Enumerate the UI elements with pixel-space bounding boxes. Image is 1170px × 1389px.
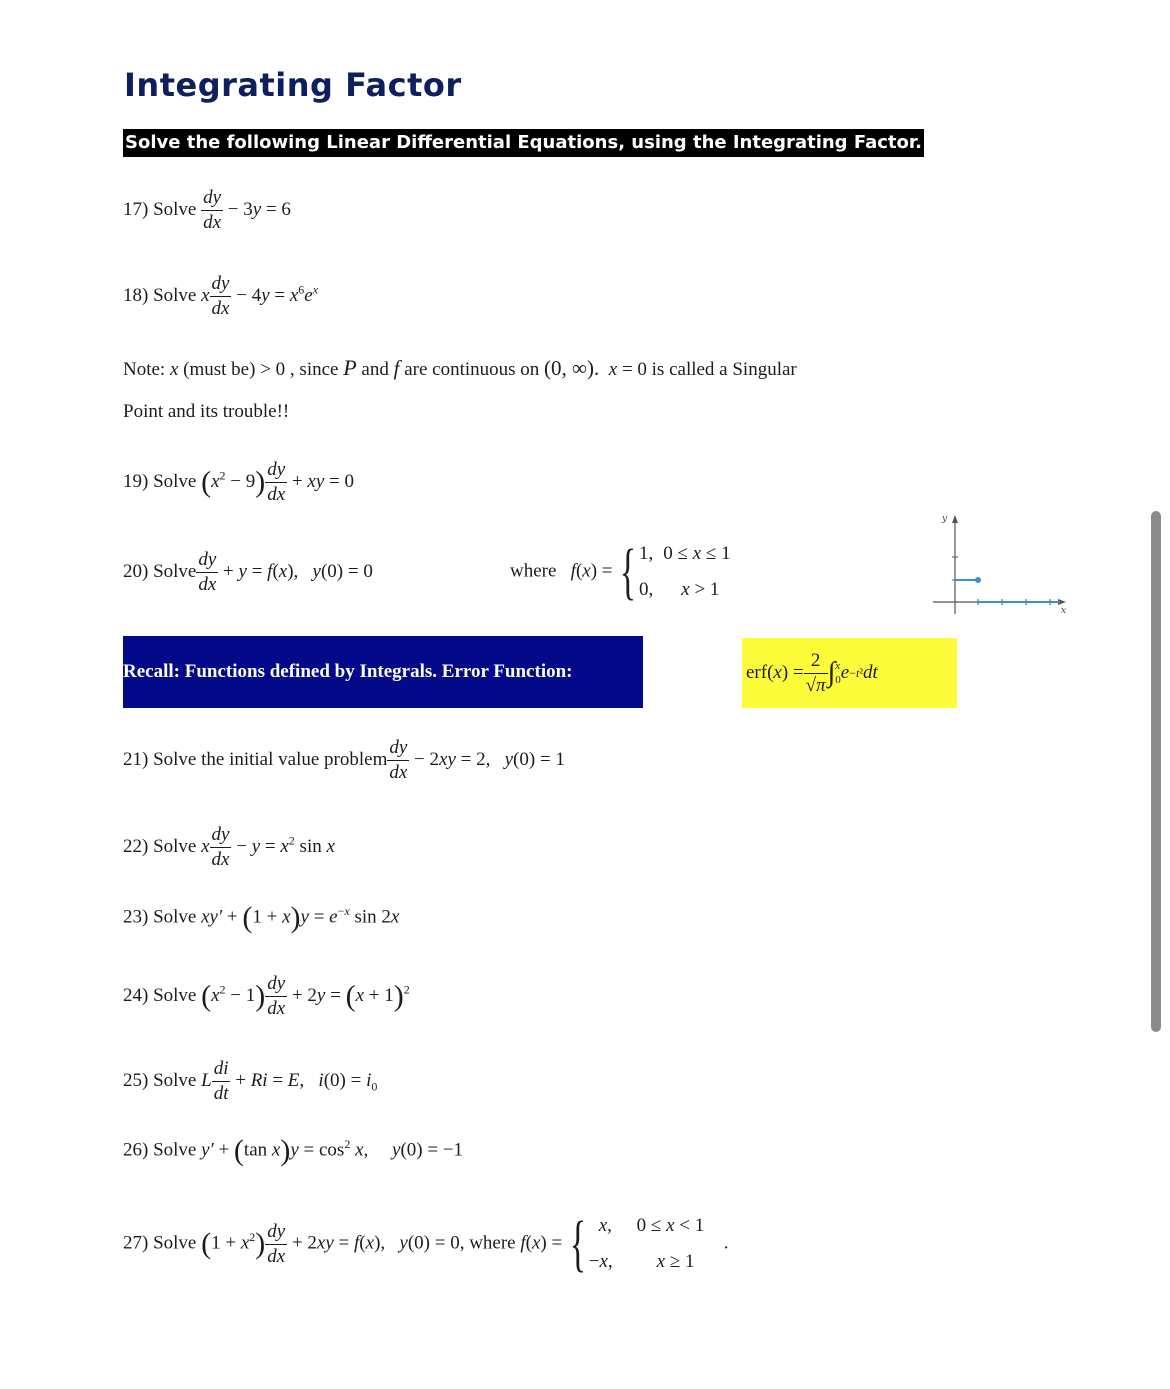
problem-19: 19) Solve $(x^2 - 9)$ $\frac{dy}{dx}$ + xy = 0 — [123, 459, 355, 505]
scrollbar[interactable] — [1151, 511, 1161, 1032]
problem-22-label: 22) Solve — [123, 835, 197, 857]
problem-25: 25) Solve L $\frac{di}{dt}$ + Ri = E, $i(0) = i_0$ — [123, 1058, 378, 1104]
error-function-definition: erf ( x ) = $\frac{2}{√\pi}$ ∫ x 0 e −t² dt — [742, 638, 957, 708]
step-endpoint — [975, 577, 981, 583]
problem-20-label: 20) Solve — [123, 560, 197, 582]
problem-27: 27) Solve $(1 + x^2)$ $\frac{dy}{dx}$ + 2xy = f(x), y(0) = 0, where f(x) = { x, 0 ≤ x < 1 −x, x ≥ 1 . — [123, 1210, 729, 1278]
problem-26: 26) Solve y′ + (tan $x)y = \cos^2 x$, y(0) = −1 — [123, 1134, 464, 1167]
problem-21: 21) Solve the initial value problem $\frac{dy}{dx}$ − 2xy = 2, y(0) = 1 — [123, 737, 565, 783]
note-line-2: Point and its trouble!! — [123, 401, 290, 422]
recall-banner: Recall: Functions defined by Integrals. Error Function: — [123, 636, 643, 708]
problem-24-label: 24) Solve — [123, 984, 197, 1006]
problem-26-label: 26) Solve — [123, 1139, 197, 1161]
y-axis-label: y — [942, 514, 948, 524]
x-axis-label: x — [1061, 606, 1067, 616]
step-function-graph — [928, 512, 1073, 618]
note-line-1: Note: x (must be) > 0 , since P and f are continuous on (0, ∞). x = 0 is called a Singular — [123, 355, 797, 380]
problem-20: 20) Solve $\frac{dy}{dx}$ + y = f(x), y(0) = 0 — [123, 549, 373, 595]
problem-24: 24) Solve $(x^2 - 1)$ $\frac{dy}{dx}$ + $2y = (x + 1)^2$ — [123, 973, 410, 1019]
problem-17-label: 17) Solve — [123, 198, 197, 220]
instructions-banner: Solve the following Linear Differential Equations, using the Integrating Factor. — [123, 129, 924, 157]
problem-25-label: 25) Solve — [123, 1069, 197, 1091]
problem-23-label: 23) Solve — [123, 906, 197, 928]
page-title: Integrating Factor — [124, 66, 462, 104]
problem-20-piecewise: where f(x) = { 1, 0 ≤ x ≤ 1 0, x > 1 — [510, 538, 731, 606]
y-axis-arrow — [952, 515, 958, 523]
problem-17: 17) Solve $\frac{dy}{dx}$ − 3y = 6 — [123, 187, 291, 233]
problem-22: 22) Solve x $\frac{dy}{dx}$ − $y = x^2$ sin x — [123, 824, 335, 870]
problem-23: 23) Solve $xy' + (1 + x)y = e^{-x}$ sin 2x — [123, 901, 400, 934]
problem-27-label: 27) Solve — [123, 1232, 197, 1254]
problem-19-label: 19) Solve — [123, 470, 197, 492]
problem-21-label: 21) Solve the initial value problem — [123, 748, 388, 770]
problem-18-label: 18) Solve — [123, 284, 197, 306]
problem-18: 18) Solve x $\frac{dy}{dx}$ − $4y = x^6e^x$ — [123, 273, 319, 319]
